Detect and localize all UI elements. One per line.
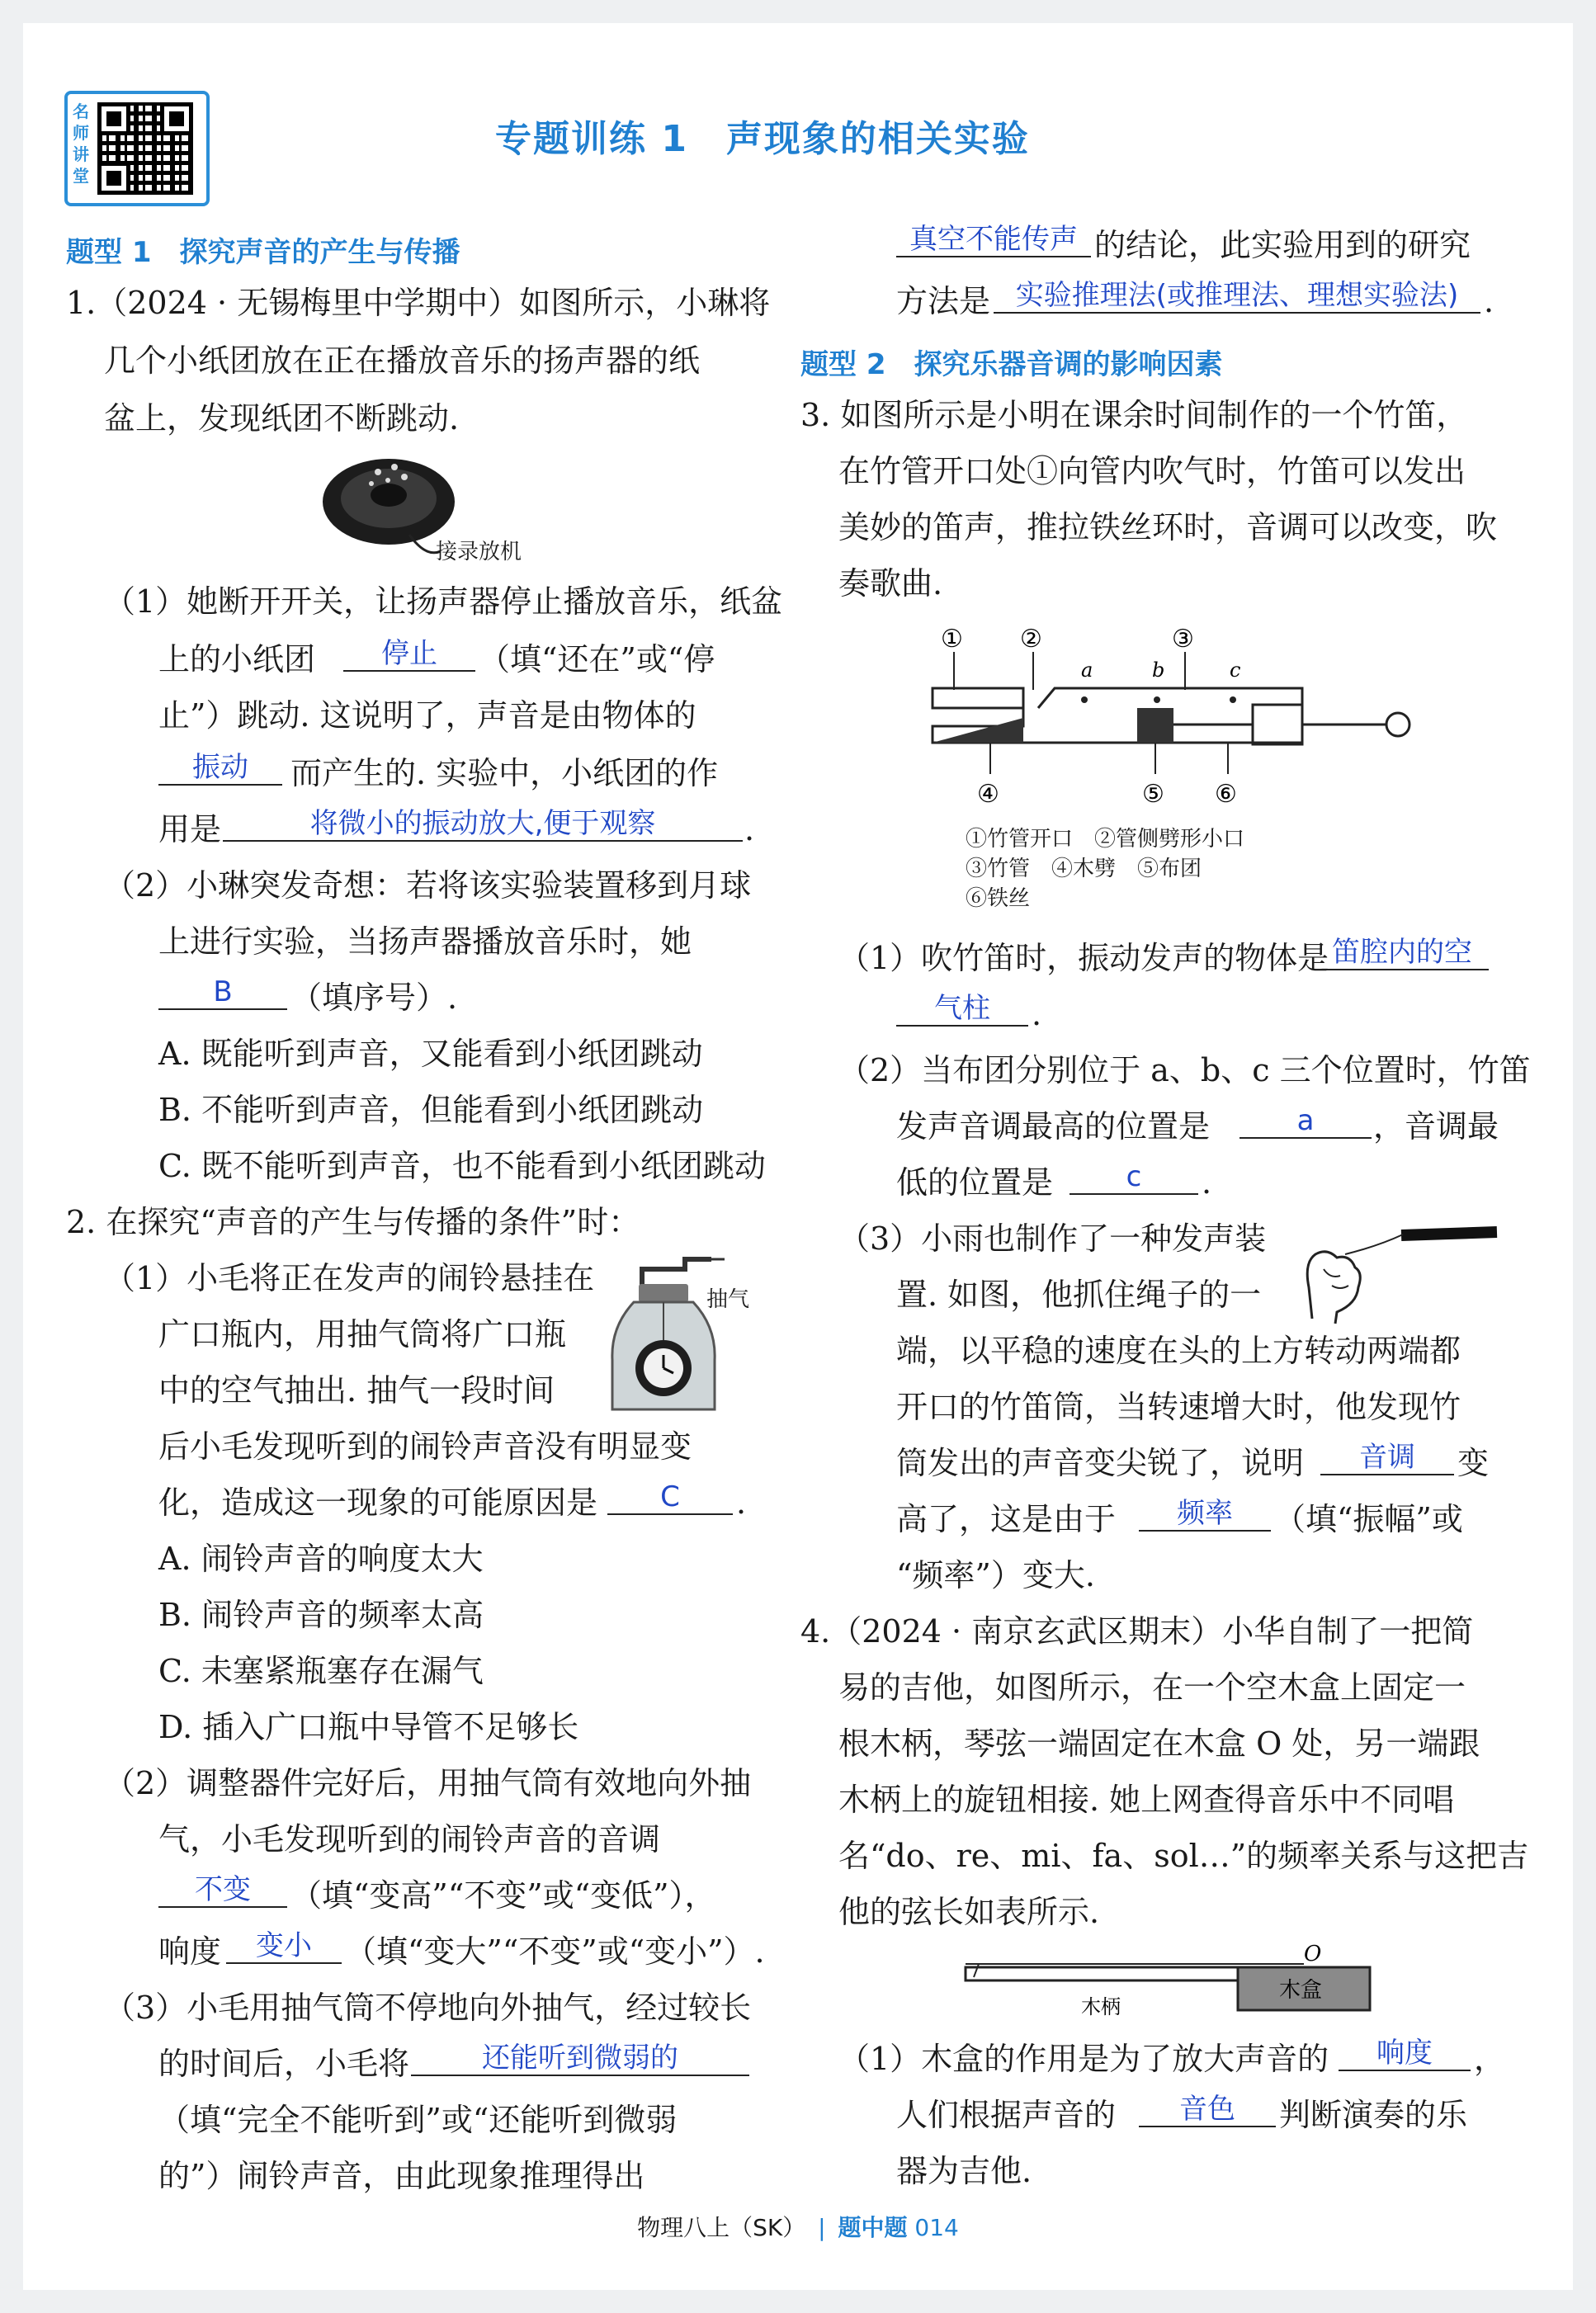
qr-finder-icon	[97, 102, 130, 135]
q2-option-a: A. 闹铃声音的响度太大	[158, 1541, 484, 1577]
q3-part2: ，音调最	[1373, 1108, 1499, 1145]
q4-part1: ，	[1474, 2041, 1506, 2077]
speaker-label: 接录放机	[436, 540, 522, 564]
q3-part3: （3）小雨也制作了一种发声装	[838, 1220, 1267, 1257]
q2-option-d: D. 插入广口瓶中导管不足够长	[158, 1709, 579, 1745]
q1-part1: （填“还在”或“停	[479, 641, 715, 677]
q3-part2: 发声音调最高的位置是	[896, 1108, 1211, 1145]
q3-part3: 高了，这是由于	[896, 1501, 1117, 1537]
q4-text: 4.（2024 · 南京玄武区期末）小华自制了一把简	[800, 1613, 1474, 1650]
q2-part3: 的”）闹铃声音，由此现象推理得出	[158, 2158, 645, 2194]
answer-blank[interactable]: B	[158, 975, 287, 1010]
answer-blank[interactable]: 笛腔内的空	[1315, 936, 1489, 970]
flute-legend: ①竹管开口 ②管侧劈形小口	[966, 827, 1245, 852]
jar-stopper-icon	[639, 1284, 688, 1302]
section-heading-1: 题型 1 探究声音的产生与传播	[66, 236, 460, 269]
rope-icon	[1345, 1234, 1403, 1254]
q1-text: 1.（2024 · 无锡梅里中学期中）如图所示，小琳将	[66, 285, 771, 321]
footer-book: 物理八上（SK）	[637, 2214, 806, 2241]
q3-text: 在竹管开口处①向管内吹气时，竹笛可以发出	[838, 453, 1466, 489]
bell-jar-figure	[602, 1244, 751, 1422]
q1-option-a: A. 既能听到声音，又能看到小纸团跳动	[158, 1036, 703, 1072]
q1-text: 盆上，发现纸团不断跳动.	[104, 400, 460, 437]
q3-text: 奏歌曲.	[838, 565, 943, 602]
svg-text:木柄: 木柄	[1081, 1995, 1121, 2018]
q1-part1: 用是	[158, 811, 222, 847]
qr-code-box[interactable]	[64, 91, 210, 206]
page-number: 014	[914, 2214, 959, 2241]
q2-part1: （1）小毛将正在发声的闹铃悬挂在	[104, 1260, 595, 1296]
answer-blank[interactable]: 响度	[1339, 2037, 1471, 2071]
bamboo-flute-figure	[924, 619, 1419, 817]
q2-text: 2. 在探究“声音的产生与传播的条件”时：	[66, 1204, 640, 1240]
qr-finder-icon	[97, 162, 130, 195]
pump-tube-icon	[642, 1259, 711, 1286]
answer-blank[interactable]: 变小	[226, 1929, 342, 1964]
q2-option-b: B. 闹铃声音的频率太高	[158, 1597, 484, 1633]
q2-part2: （填“变高”“不变”或“变低”），	[290, 1877, 716, 1914]
svg-text:木盒: 木盒	[1279, 1978, 1323, 2003]
answer-blank[interactable]: 频率	[1139, 1497, 1271, 1532]
flute-legend: ③竹管 ④木劈 ⑤布团	[966, 857, 1202, 881]
q2-part3: 的时间后，小毛将	[158, 2046, 410, 2082]
q2-option-c: C. 未塞紧瓶塞存在漏气	[158, 1653, 484, 1689]
svg-text:c: c	[1230, 658, 1241, 682]
svg-text:O: O	[1304, 1944, 1322, 1966]
q4-part1: （1）木盒的作用是为了放大声音的	[838, 2041, 1329, 2077]
q3-part2: 低的位置是	[896, 1164, 1054, 1201]
q2-continued: 的结论，此实验用到的研究	[1094, 227, 1471, 263]
answer-blank[interactable]: c	[1070, 1160, 1198, 1195]
q2-part3: （3）小毛用抽气筒不停地向外抽气，经过较长	[104, 1990, 752, 2026]
answer-blank[interactable]: 实验推理法(或推理法、理想实验法)	[994, 279, 1480, 314]
answer-blank[interactable]: 不变	[158, 1873, 287, 1908]
q1-option-c: C. 既不能听到声音，也不能看到小纸团跳动	[158, 1148, 766, 1184]
q1-part2: 上进行实验，当扬声器播放音乐时，她	[158, 923, 692, 960]
q2-part1: 广口瓶内，用抽气筒将广口瓶	[158, 1316, 567, 1352]
answer-blank[interactable]: 音调	[1320, 1441, 1454, 1475]
q3-part2: （2）当布团分别位于 a、b、c 三个位置时，竹笛	[838, 1052, 1531, 1088]
q4-part1: 人们根据声音的	[896, 2097, 1117, 2133]
q4-part1: 判断演奏的乐	[1279, 2097, 1468, 2133]
page-title: 专题训练 1 声现象的相关实验	[495, 118, 1030, 160]
q2-part1: 后小毛发现听到的闹铃声音没有明显变	[158, 1428, 692, 1465]
answer-blank[interactable]: 音色	[1139, 2093, 1276, 2127]
footer-series: 题中题	[838, 2214, 908, 2241]
page-footer	[0, 2210, 1596, 2243]
q3-part1: .	[1032, 996, 1042, 1032]
q3-part3: 筒发出的声音变尖锐了，说明	[896, 1445, 1305, 1481]
q2-continued: 方法是	[896, 283, 991, 319]
bell-jar-label: 抽气	[706, 1287, 750, 1312]
q2-part3: （填“完全不能听到”或“还能听到微弱	[158, 2102, 678, 2138]
q4-part1: 器为吉他.	[896, 2153, 1032, 2189]
q4-text: 他的弦长如表所示.	[838, 1894, 1100, 1930]
flute-legend: ⑥铁丝	[966, 886, 1031, 911]
q1-part2: （填序号）.	[290, 979, 458, 1016]
guitar-figure	[957, 1944, 1386, 2027]
q3-text: 3. 如图所示是小明在课余时间制作的一个竹笛，	[800, 397, 1468, 433]
q1-part1: 而产生的. 实验中，小纸团的作	[290, 755, 719, 791]
cloth-ball-icon	[1137, 708, 1173, 743]
section-heading-2: 题型 2 探究乐器音调的影响因素	[800, 348, 1223, 381]
q1-option-b: B. 不能听到声音，但能看到小纸团跳动	[158, 1092, 704, 1128]
q2-part1: 化，造成这一现象的可能原因是	[158, 1485, 598, 1521]
qr-side-label: 名师讲堂	[73, 101, 89, 186]
wire-ring-icon	[1386, 713, 1409, 736]
guitar-neck-icon	[966, 1967, 1238, 1980]
q4-text: 名“do、re、mi、fa、sol…”的频率关系与这把吉	[838, 1838, 1529, 1874]
answer-blank[interactable]: 还能听到微弱的	[411, 2042, 749, 2076]
q3-part3: 端，以平稳的速度在头的上方转动两端都	[896, 1333, 1461, 1369]
q1-part1: 止”）跳动. 这说明了，声音是由物体的	[158, 697, 696, 734]
q4-text: 木柄上的旋钮相接. 她上网查得音乐中不同唱	[838, 1782, 1455, 1818]
q2-part2: （填“变大”“不变”或“变小”）.	[345, 1933, 765, 1970]
flute-label: ③	[1172, 625, 1194, 654]
answer-blank[interactable]: a	[1239, 1104, 1372, 1139]
svg-text:④: ④	[977, 780, 999, 809]
flute-label: ②	[1020, 625, 1042, 654]
q1-part1: 上的小纸团	[158, 641, 316, 677]
q4-text: 易的吉他，如图所示，在一个空木盒上固定一	[838, 1669, 1466, 1706]
q1-text: 几个小纸团放在正在播放音乐的扬声器的纸	[104, 342, 701, 379]
q1-part1: .	[744, 811, 755, 847]
hand-swing-figure	[1287, 1221, 1502, 1329]
q3-text: 美妙的笛声，推拉铁丝环时，音调可以改变，吹	[838, 509, 1498, 545]
flute-tube-icon	[933, 688, 1023, 708]
flute-label: ①	[941, 625, 963, 654]
svg-text:⑥: ⑥	[1215, 780, 1237, 809]
q3-part2: .	[1202, 1164, 1212, 1201]
qr-finder-icon	[160, 102, 193, 135]
q2-part2: （2）调整器件完好后，用抽气筒有效地向外抽	[104, 1765, 752, 1801]
q1-part2: （2）小琳突发奇想：若将该实验装置移到月球	[104, 867, 752, 904]
svg-text:b: b	[1152, 658, 1165, 682]
q2-part1: 中的空气抽出. 抽气一段时间	[158, 1372, 555, 1409]
q3-part3: 变	[1457, 1445, 1490, 1481]
q2-part1: .	[736, 1485, 747, 1521]
q3-part1: （1）吹竹笛时，振动发声的物体是	[838, 940, 1329, 976]
hand-icon	[1307, 1252, 1360, 1324]
q3-part3: “频率”）变大.	[896, 1557, 1095, 1593]
answer-blank[interactable]: 振动	[158, 751, 282, 786]
answer-blank[interactable]: C	[607, 1480, 733, 1515]
answer-blank[interactable]: 气柱	[896, 992, 1028, 1027]
q3-part3: 置. 如图，他抓住绳子的一	[896, 1277, 1262, 1313]
q2-part2: 气，小毛发现听到的闹铃声音的音调	[158, 1821, 661, 1857]
flute-stick-icon	[1401, 1226, 1497, 1241]
q4-text: 根木柄，琴弦一端固定在木盒 O 处，另一端跟	[838, 1725, 1480, 1762]
q2-part2: 响度	[158, 1933, 222, 1970]
svg-text:a: a	[1081, 658, 1093, 682]
answer-blank[interactable]: 将微小的振动放大,便于观察	[223, 807, 743, 842]
answer-blank[interactable]: 停止	[343, 637, 475, 672]
q1-part1: （1）她断开开关，让扬声器停止播放音乐，纸盆	[104, 583, 783, 620]
q3-part3: 开口的竹笛筒，当转速增大时，他发现竹	[896, 1389, 1461, 1425]
q3-part3: （填“振幅”或	[1274, 1501, 1463, 1537]
footer-divider: |	[818, 2214, 826, 2241]
q2-continued: .	[1484, 283, 1494, 319]
svg-text:⑤: ⑤	[1142, 780, 1164, 809]
answer-blank[interactable]: 真空不能传声	[896, 223, 1091, 257]
wooden-wedge-icon	[933, 718, 1023, 743]
